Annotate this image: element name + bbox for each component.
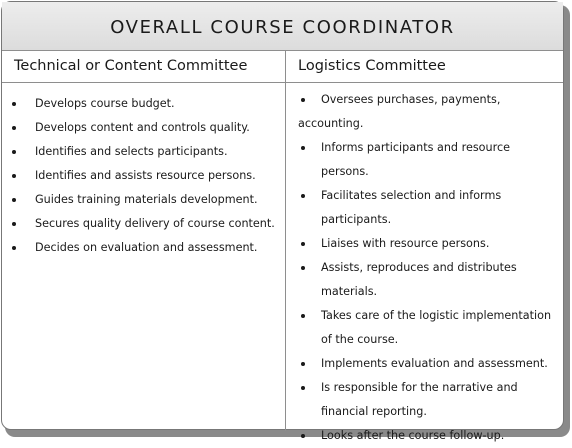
list-item bbox=[12, 236, 277, 260]
column-header-row bbox=[2, 51, 563, 83]
list-item-text: Oversees purchases, payments, accounting. bbox=[298, 93, 501, 130]
logistics-committee-heading: Logistics Committee bbox=[298, 58, 446, 74]
title-bar bbox=[2, 2, 563, 51]
list-item-text: Assists, reproduces and distributes materials. bbox=[321, 261, 517, 298]
bullet-icon bbox=[12, 222, 16, 226]
list-item bbox=[12, 188, 277, 212]
logistics-committee-list bbox=[298, 88, 560, 448]
bullet-icon bbox=[301, 242, 305, 246]
technical-committee-heading: Technical or Content Committee bbox=[14, 58, 248, 74]
column-divider bbox=[285, 51, 286, 431]
list-item-text: Takes care of the logistic implementation of the course. bbox=[321, 309, 552, 346]
list-item bbox=[298, 424, 560, 448]
bullet-icon bbox=[301, 98, 305, 102]
bullet-icon bbox=[301, 194, 305, 198]
list-item bbox=[12, 140, 277, 164]
list-item bbox=[298, 256, 560, 304]
list-item-text: Is responsible for the narrative and financial reporting. bbox=[321, 381, 518, 418]
list-item-text: Implements evaluation and assessment. bbox=[321, 357, 548, 370]
list-item bbox=[298, 232, 560, 256]
list-item-text: Secures quality delivery of course content. bbox=[35, 217, 275, 230]
list-item-text: Identifies and assists resource persons. bbox=[35, 169, 256, 182]
bullet-icon bbox=[12, 150, 16, 154]
list-item-text: Looks after the course follow-up. bbox=[321, 429, 505, 442]
list-item bbox=[12, 92, 277, 116]
bullet-icon bbox=[301, 434, 305, 438]
list-item bbox=[298, 88, 560, 136]
list-item-text: Decides on evaluation and assessment. bbox=[35, 241, 258, 254]
list-item-text: Develops course budget. bbox=[35, 97, 175, 110]
list-item bbox=[298, 136, 560, 184]
list-item-text: Informs participants and resource persons. bbox=[321, 141, 510, 178]
bullet-icon bbox=[12, 174, 16, 178]
list-item-text: Develops content and controls quality. bbox=[35, 121, 250, 134]
bullet-icon bbox=[301, 266, 305, 270]
list-item-text: Guides training materials development. bbox=[35, 193, 258, 206]
technical-committee-list bbox=[12, 92, 277, 260]
list-item bbox=[298, 376, 560, 424]
list-item-text: Identifies and selects participants. bbox=[35, 145, 228, 158]
bullet-icon bbox=[301, 314, 305, 318]
bullet-icon bbox=[12, 246, 16, 250]
list-item bbox=[12, 212, 277, 236]
list-item-text: Liaises with resource persons. bbox=[321, 237, 490, 250]
table-title: OVERALL COURSE COORDINATOR bbox=[110, 16, 455, 38]
bullet-icon bbox=[12, 198, 16, 202]
bullet-icon bbox=[12, 126, 16, 130]
list-item bbox=[12, 116, 277, 140]
bullet-icon bbox=[301, 362, 305, 366]
list-item-text: Facilitates selection and informs participants. bbox=[321, 189, 502, 226]
bullet-icon bbox=[12, 102, 16, 106]
list-item bbox=[298, 352, 560, 376]
bullet-icon bbox=[301, 386, 305, 390]
list-item bbox=[12, 164, 277, 188]
coordinator-table bbox=[1, 1, 564, 442]
bullet-icon bbox=[301, 146, 305, 150]
list-item bbox=[298, 304, 560, 352]
list-item bbox=[298, 184, 560, 232]
